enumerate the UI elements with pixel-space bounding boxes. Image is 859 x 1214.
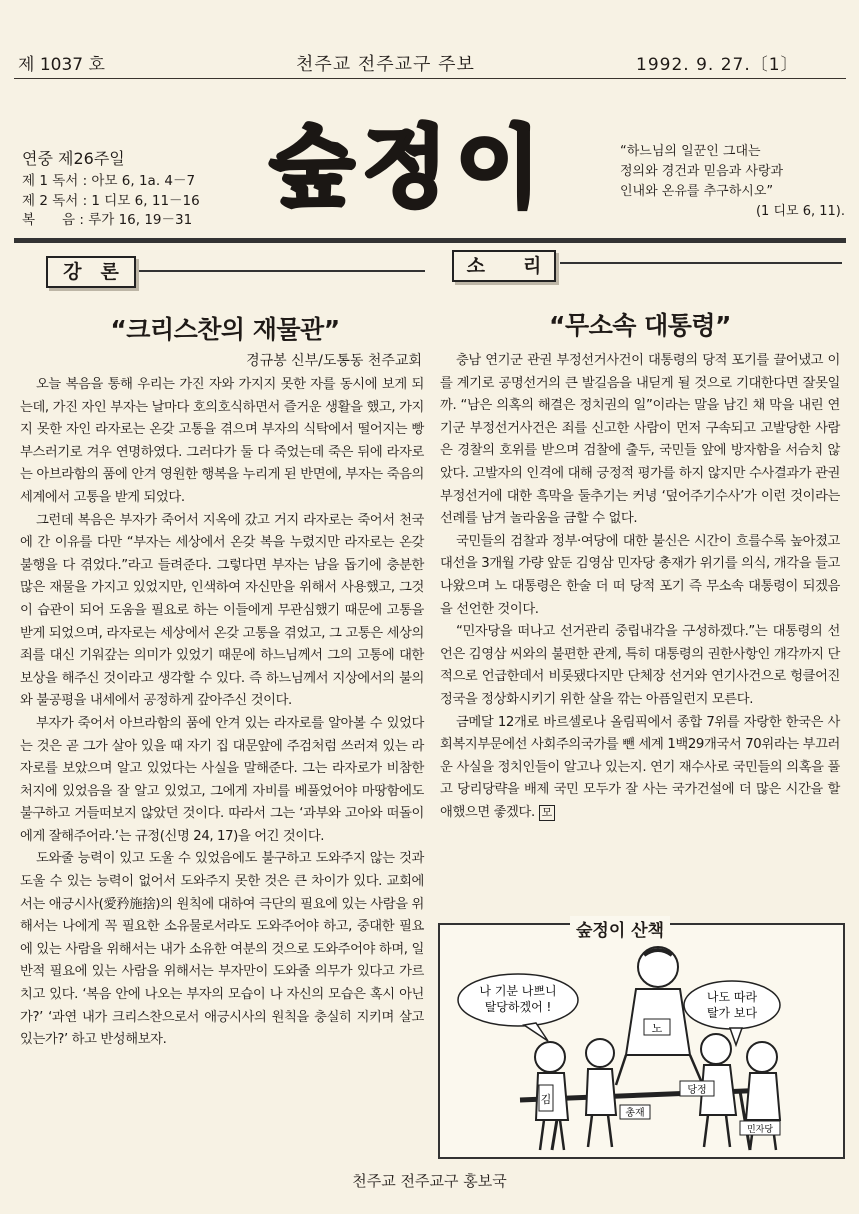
figure-head-left: [535, 1042, 565, 1072]
bubble-left-line-1: 나 기분 나쁘니: [479, 984, 557, 998]
sermon-paragraph: 그런데 복음은 부자가 죽어서 지옥에 갔고 거지 라자로는 죽어서 천국에 간 이유를 다만 “부자는 세상에서 온갖 복을 누렸지만 라자로는 온갖 불행을 다 겪었다.”라고 들려준다. 그렇다면 부자는 남을 돕기에 충분한 많은 재물을 가지고 있었지만, 인색하여 자신만을 위해서 사용했고, 그것이 습관이 되어 도움을 필요로 하는 이들에게 무관심했기 때문에 고통을 받게 되었으며, 라자로는 세상에서 온갖 고통을 겪었고, 그 고통은 세상의 죄를 대신 기워갚는 의미가 있었기 때문에 하느님께서 그의 고통에 대한 보상을 해주신 것이라고 생각할 수 있다. 즉 하느님께서 지상에서의 불의와 불공평을 내세에서 공정하게 갚아주신 것이다.: [20, 512, 424, 709]
gospel-reading: 복 음 : 루가 16, 19－31: [22, 212, 193, 228]
figure-head-second: [586, 1039, 614, 1067]
bubble-right-line-2: 탈가 보다: [706, 1006, 758, 1020]
publisher-title: 천주교 전주교구 주보: [296, 54, 475, 75]
figure-head-far-right: [747, 1042, 777, 1072]
sermon-paragraph: 오늘 복음을 통해 우리는 가진 자와 가지지 못한 자를 동시에 보게 되는데, 가진 자인 부자는 날마다 호의호식하면서 즐거운 생활을 했고, 가지지 못한 자인 라자로는 온갖 고통을 겪으며 부자의 식탁에서 떨어지는 빵부스러기로 겨우 연명하였다. 그러다가 둘 다 죽었는데 죽은 뒤에 라자로는 아브라함의 품에 안겨 영원한 행복을 누리게 된 반면에, 부자는 죽음의 세계에서 고통을 받게 되었다.: [20, 377, 424, 505]
editorial-last-text: 금메달 12개로 바르셀로나 올림픽에서 종합 7위를 자랑한 한국은 사회복지부문에선 사회주의국가를 뺀 세계 1백29개국서 70위라는 부끄러운 사실을 정치인들이 알고나 있는지. 연기 재수사로 국민들의 의혹을 풀고 당리당략을 배제 국민 모두가 잘 사는 국가건설에 더 많은 시간을 할애했으면 좋겠다.: [440, 714, 840, 820]
masthead-rule: [14, 238, 846, 243]
editorial-paragraph: [440, 712, 840, 825]
masthead-logo: [244, 112, 574, 222]
second-reading: 제 2 독서 : 1 디모 6, 11－16: [22, 192, 200, 209]
bubble-right-line-1: 나도 따라: [706, 990, 758, 1004]
bubble-left-line-2: 탈당하겠어 !: [484, 1000, 552, 1014]
label-chair: 총재: [625, 1108, 645, 1119]
liturgical-week: 연중 제26주일: [22, 149, 125, 168]
label-party: 당정: [687, 1085, 707, 1096]
editorial-paragraph: 국민들의 검찰과 정부·여당에 대한 불신은 시간이 흐를수록 높아졌고 대선을 3개월 가량 앞둔 김영삼 민자당 총재가 위기를 의식, 개각을 들고 나왔으며 노 대통령은 한술 더 떠 당적 포기 즉 무소속 대통령이 되겠음을 선언한 것이다.: [440, 533, 840, 617]
quote-line-1: “하느님의 일꾼인 그대는: [620, 144, 761, 159]
issue-number: 제 1037 호: [18, 55, 105, 75]
label-center: 노: [651, 1022, 663, 1035]
scripture-quote: [620, 142, 845, 222]
cartoon-panel: [438, 923, 845, 1159]
end-mark: 모: [539, 805, 555, 821]
figure-head-right: [701, 1034, 731, 1064]
readings-block: [22, 146, 200, 231]
sermon-body: [20, 374, 424, 1052]
sermon-title: “크리스찬의 재물관”: [110, 315, 340, 344]
issue-date: 1992. 9. 27.〔1〕: [636, 55, 799, 75]
cartoon-title: 숲정이 산책: [570, 916, 670, 941]
editorial-title: “무소속 대통령”: [549, 311, 731, 340]
speech-bubble-right: [684, 981, 780, 1029]
cartoon-illustration: [440, 925, 843, 1157]
first-reading: 제 1 독서 : 아모 6, 1a. 4－7: [22, 173, 196, 189]
editorial-body: [440, 350, 840, 824]
editorial-paragraph: 충남 연기군 관권 부정선거사건이 대통령의 당적 포기를 끌어냈고 이를 계기로 공명선거의 큰 발길음을 내딛게 될 것으로 기대한다면 잘못일까. “남은 의혹의 해결은 정치권의 일”이라는 말을 남긴 채 막을 내린 연기군 부정선거사건은 죄를 신고한 사람이 먼저 구속되고 고발당한 사람은 경찰의 호위를 받으며 검찰에 출두, 국민들 앞에 방자함을 서슴치 않았다. 고발자의 인격에 대해 긍정적 평가를 하지 않지만 수사결과가 관권 부정선거에 대한 흑막을 둘추기는 커녕 ‘덮어주기수사’가 이런 것이라는 선례를 남겨 놀라움을 금할 수 없다.: [440, 353, 840, 527]
bubble-tail-right: [730, 1028, 742, 1045]
quote-line-3: 인내와 온유를 추구하시오”: [620, 184, 774, 199]
footer-credit: 천주교 전주교구 홍보국: [352, 1172, 507, 1190]
bubble-tail-left: [524, 1023, 548, 1041]
label-left: 김: [540, 1093, 552, 1106]
sermon-paragraph: 부자가 죽어서 아브라함의 품에 안겨 있는 라자로를 알아볼 수 있었다는 것은 곧 그가 살아 있을 때 자기 집 대문앞에 주검처럼 쓰러져 있는 라자로를 보았으며 알고 있었다는 사실을 말해준다. 그는 라자로가 비참한 처지에 있었음을 잘 알고 있었고, 그에게 자비를 베풀었어야 마땅함에도 불구하고 거들떠보지 않았던 것이다. 따라서 그는 ‘과부와 고아와 떠돌이에게 잘해주어라.’는 규정(신명 24, 17)을 어긴 것이다.: [20, 715, 424, 844]
label-minja: 민자당: [746, 1125, 774, 1135]
header-rule: [14, 78, 846, 79]
section-rule-right: [560, 262, 842, 264]
sermon-byline: 경규봉 신부/도통동 천주교회: [246, 353, 422, 369]
svg-text:숲정이: 숲정이: [269, 116, 549, 219]
section-rule-left: [135, 270, 425, 272]
editorial-paragraph: “민자당을 떠나고 선거관리 중립내각을 구성하겠다.”는 대통령의 선언은 김영삼 씨와의 불편한 관계, 특히 대통령의 권한사항인 개각까지 단적으로 언급한데서 비롯됐다지만 단체장 선거와 연기사건으로 헝클어진 정국을 정상화시키기 위한 살을 깎는 아픔일런지 모른다.: [440, 624, 840, 707]
quote-line-2: 정의와 경건과 믿음과 사랑과: [620, 164, 784, 179]
section-label-sermon: 강 론: [46, 256, 136, 288]
section-label-voice: 소 리: [452, 250, 556, 282]
quote-reference: (1 디모 6, 11).: [755, 204, 845, 219]
sermon-paragraph: 도와줄 능력이 있고 도울 수 있었음에도 불구하고 도와주지 않는 것과 도울 수 있는 능력이 없어서 도와주지 못한 것은 큰 차이가 있다. 교회에서는 애긍시사(愛矜施捨)의 원칙에 대하여 극단의 필요에 있는 사람을 위해서는 나에게 꼭 필요한 소유물로서라도 도와주어야 하고, 중대한 필요에 있는 사람을 위해서는 내가 소유한 여분의 것으로 도와주어야 하며, 일반적 필요에 있는 사람을 위해서는 부자만이 도와줄 의무가 있다고 가르치고 있다. ‘복음 안에 나오는 부자의 모습이 나 자신의 모습은 혹시 아닌가?’ ‘과연 내가 크리스찬으로서 애긍시사의 원칙을 충실히 지키며 살고 있는가?’ 하고 반성해보자.: [20, 851, 424, 1048]
